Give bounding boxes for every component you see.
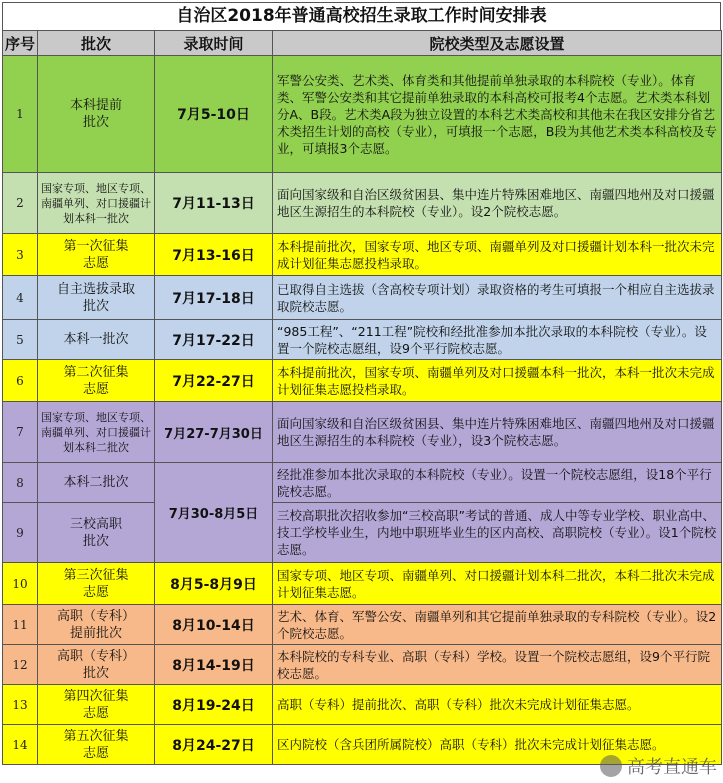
watermark-text: 高考直通车: [627, 757, 717, 778]
table-title: 自治区2018年普通高校招生录取工作时间安排表: [2, 2, 721, 30]
row-index: 5: [3, 320, 38, 360]
schedule-sheet: [2, 2, 721, 765]
table-row: [3, 234, 722, 276]
row-index: 3: [3, 234, 38, 276]
row-index: 14: [3, 725, 38, 765]
table-row: [3, 402, 722, 463]
header-description: 院校类型及志愿设置: [273, 31, 722, 56]
row-time: 8月10-14日: [155, 605, 273, 645]
row-index: 8: [3, 463, 38, 503]
row-index: 2: [3, 173, 38, 234]
header-time: 录取时间: [155, 31, 273, 56]
row-time: 7月11-13日: [155, 173, 273, 234]
row-index: 7: [3, 402, 38, 463]
row-batch: 自主选拔录取 批次: [38, 276, 155, 320]
table-row: [3, 645, 722, 685]
row-time: 7月22-27日: [155, 360, 273, 402]
row-description: 经批准参加本批次录取的本科院校（专业）。设置一个院校志愿组，设18个平行院校志愿。: [273, 463, 722, 503]
row-time: 7月17-22日: [155, 320, 273, 360]
row-description: 军警公安类、艺术类、体育类和其他提前单独录取的本科院校（专业）。体育类、军警公安类和其它提前单独录取的本科高校可报考4个志愿。艺术类本科划分A、B段。艺术类A段为独立设置的本科艺术类高校和其他未在我区安排分省艺术类招生计划的高校（专业），可填报一个志愿，B段为其他艺术类本科高校及专业，可填报3个志愿。: [273, 56, 722, 173]
row-description: 面向国家级和自治区级贫困县、集中连片特殊困难地区、南疆四地州及对口援疆地区生源招生的本科院校（专业）。设2个院校志愿。: [273, 173, 722, 234]
table-row: [3, 563, 722, 605]
header-row: [3, 31, 722, 56]
table-row: [3, 173, 722, 234]
row-description: “985工程”、“211工程”院校和经批准参加本批次录取的本科院校（专业）。设置一个院校志愿组，设9个平行院校志愿。: [273, 320, 722, 360]
row-batch: 国家专项、地区专项、南疆单列、对口援疆计划本科二批次: [38, 402, 155, 463]
row-index: 6: [3, 360, 38, 402]
row-description: 本科院校的专科专业、高职（专科）学校。设置一个院校志愿组，设9个平行院校志愿。: [273, 645, 722, 685]
row-time: 8月19-24日: [155, 685, 273, 725]
header-index: 序号: [3, 31, 38, 56]
row-batch: 本科一批次: [38, 320, 155, 360]
row-batch: 第二次征集 志愿: [38, 360, 155, 402]
row-description: 已取得自主选拔（含高校专项计划）录取资格的考生可填报一个相应自主选拔录取院校志愿。: [273, 276, 722, 320]
table-row: [3, 56, 722, 173]
row-time: 7月5-10日: [155, 56, 273, 173]
row-description: 国家专项、地区专项、南疆单列、对口援疆计划本科二批次，本科二批次未完成计划征集志愿。: [273, 563, 722, 605]
row-description: 本科提前批次，国家专项、地区专项、南疆单列及对口援疆计划本科一批次未完成计划征集志愿投档录取。: [273, 234, 722, 276]
row-batch: 三校高职 批次: [38, 503, 155, 563]
row-batch: 高职（专科） 批次: [38, 645, 155, 685]
table-row: [3, 320, 722, 360]
row-description: 区内院校（含兵团所属院校）高职（专科）批次未完成计划征集志愿。: [273, 725, 722, 765]
row-time: 8月14-19日: [155, 645, 273, 685]
row-index: 10: [3, 563, 38, 605]
row-batch: 国家专项、地区专项、南疆单列、对口援疆计划本科一批次: [38, 173, 155, 234]
header-batch: 批次: [38, 31, 155, 56]
row-index: 1: [3, 56, 38, 173]
row-batch: 第五次征集 志愿: [38, 725, 155, 765]
table-row: [3, 503, 722, 563]
schedule-table: [2, 30, 722, 765]
row-index: 12: [3, 645, 38, 685]
row-time: 7月13-16日: [155, 234, 273, 276]
row-batch: 第一次征集 志愿: [38, 234, 155, 276]
table-row: [3, 605, 722, 645]
row-time: 7月30-8月5日: [155, 463, 273, 563]
wechat-icon: [600, 755, 622, 777]
row-index: 13: [3, 685, 38, 725]
row-time: 8月5-8月9日: [155, 563, 273, 605]
row-batch: 第三次征集 志愿: [38, 563, 155, 605]
row-batch: 本科二批次: [38, 463, 155, 503]
watermark: [600, 753, 717, 779]
row-time: 7月17-18日: [155, 276, 273, 320]
row-time: 8月24-27日: [155, 725, 273, 765]
row-batch: 本科提前 批次: [38, 56, 155, 173]
row-index: 11: [3, 605, 38, 645]
table-row: [3, 276, 722, 320]
row-batch: 第四次征集 志愿: [38, 685, 155, 725]
row-description: 本科提前批次，国家专项、南疆单列及对口援疆本科一批次，本科一批次未完成计划征集志愿投档录取。: [273, 360, 722, 402]
row-index: 4: [3, 276, 38, 320]
row-batch: 高职（专科） 提前批次: [38, 605, 155, 645]
table-row: [3, 685, 722, 725]
row-time: 7月27-7月30日: [155, 402, 273, 463]
row-description: 面向国家级和自治区级贫困县、集中连片特殊困难地区、南疆四地州及对口援疆地区生源招生的本科院校（专业），设3个院校志愿。: [273, 402, 722, 463]
table-row: [3, 463, 722, 503]
table-row: [3, 360, 722, 402]
row-index: 9: [3, 503, 38, 563]
row-description: 艺术、体育、军警公安、南疆单列和其它提前单独录取的专科院校（专业）。设2个院校志愿。: [273, 605, 722, 645]
row-description: 高职（专科）提前批次、高职（专科）批次未完成计划征集志愿。: [273, 685, 722, 725]
row-description: 三校高职批次招收参加“三校高职”考试的普通、成人中等专业学校、职业高中、技工学校毕业生，内地中职班毕业生的区内高校、高职院校（专业）。设1个院校志愿。: [273, 503, 722, 563]
